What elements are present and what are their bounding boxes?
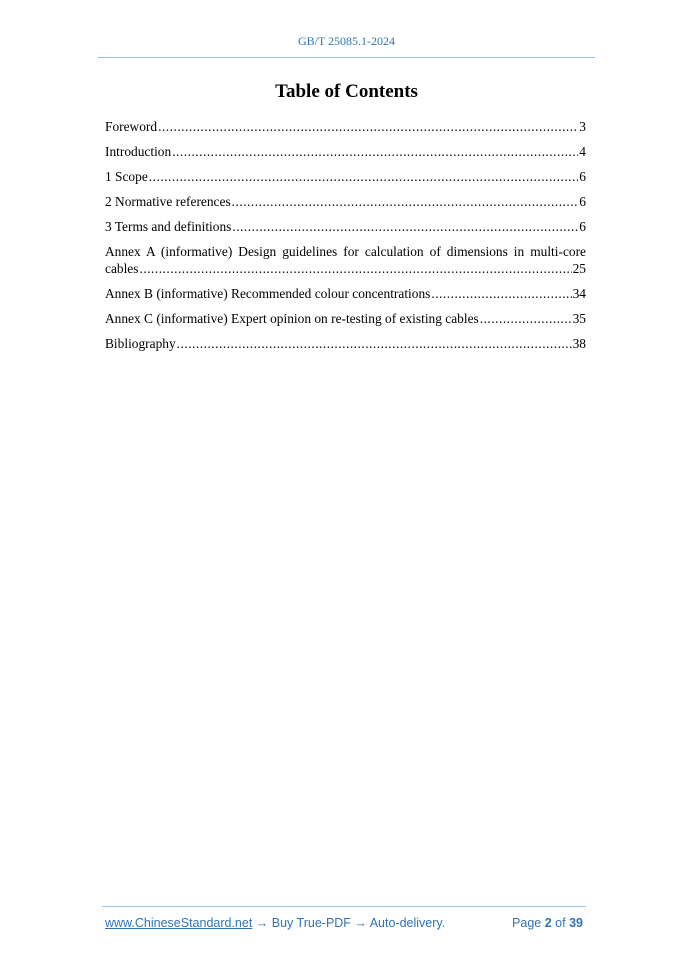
toc-entry-bibliography[interactable] bbox=[105, 335, 586, 352]
toc-label: 2 Normative references bbox=[105, 194, 231, 209]
toc-page-number: 35 bbox=[572, 311, 586, 326]
footer-page-indicator bbox=[512, 916, 583, 930]
toc-entry-introduction[interactable] bbox=[105, 143, 586, 160]
toc-label: 1 Scope bbox=[105, 169, 148, 184]
toc-label: Annex B (informative) Recommended colour concentrations bbox=[105, 286, 431, 301]
toc-label: Annex C (informative) Expert opinion on re-testing of existing cables bbox=[105, 311, 479, 326]
toc-entry-annex-b[interactable] bbox=[105, 285, 586, 302]
toc-label-line1: Annex A (informative) Design guidelines for calculation of dimensions in multi-core bbox=[105, 244, 586, 259]
footer-page-current: 2 bbox=[544, 916, 552, 930]
footer-page-word: Page bbox=[512, 916, 542, 930]
toc-label: Bibliography bbox=[105, 336, 176, 351]
toc-leader-dots bbox=[139, 260, 571, 277]
header-rule bbox=[98, 57, 595, 58]
toc-leader-dots bbox=[177, 335, 572, 352]
footer-page-of: of bbox=[555, 916, 566, 930]
toc-page-number: 4 bbox=[579, 144, 586, 159]
toc-label: Foreword bbox=[105, 119, 158, 134]
toc-entry-annex-a[interactable] bbox=[105, 243, 586, 277]
toc-entry-annex-c[interactable] bbox=[105, 310, 586, 327]
footer-rule bbox=[102, 906, 586, 907]
toc-page-number: 34 bbox=[572, 286, 586, 301]
footer-promo bbox=[105, 916, 445, 930]
toc-page-number: 6 bbox=[579, 194, 586, 209]
toc-leader-dots bbox=[232, 193, 579, 210]
toc-leader-dots bbox=[158, 118, 578, 135]
footer-page-total: 39 bbox=[569, 916, 583, 930]
toc-leader-dots bbox=[172, 143, 578, 160]
toc-entry-foreword[interactable] bbox=[105, 118, 586, 135]
toc-label-line2-row bbox=[105, 260, 586, 277]
toc-entry-scope[interactable] bbox=[105, 168, 586, 185]
toc-entry-terms-and-definitions[interactable] bbox=[105, 218, 586, 235]
toc-leader-dots bbox=[431, 285, 571, 302]
toc-label: Introduction bbox=[105, 144, 172, 159]
toc-label-line2: cables bbox=[105, 261, 139, 276]
toc-label: 3 Terms and definitions bbox=[105, 219, 232, 234]
toc-leader-dots bbox=[480, 310, 572, 327]
toc-page-number: 6 bbox=[579, 169, 586, 184]
toc-leader-dots bbox=[232, 218, 578, 235]
footer-promo-text: → Buy True-PDF → Auto-delivery. bbox=[252, 916, 446, 930]
table-of-contents bbox=[105, 118, 586, 360]
footer-site-link[interactable]: www.ChineseStandard.net bbox=[105, 916, 253, 930]
page-footer bbox=[105, 916, 583, 934]
page-header: GB/T 25085.1-2024 bbox=[297, 34, 396, 48]
toc-page-number: 25 bbox=[572, 261, 586, 276]
toc-page-number: 38 bbox=[572, 336, 586, 351]
toc-leader-dots bbox=[149, 168, 579, 185]
toc-page-number: 6 bbox=[579, 219, 586, 234]
page-title: Table of Contents bbox=[275, 81, 418, 102]
toc-entry-normative-references[interactable] bbox=[105, 193, 586, 210]
toc-page-number: 3 bbox=[579, 119, 586, 134]
